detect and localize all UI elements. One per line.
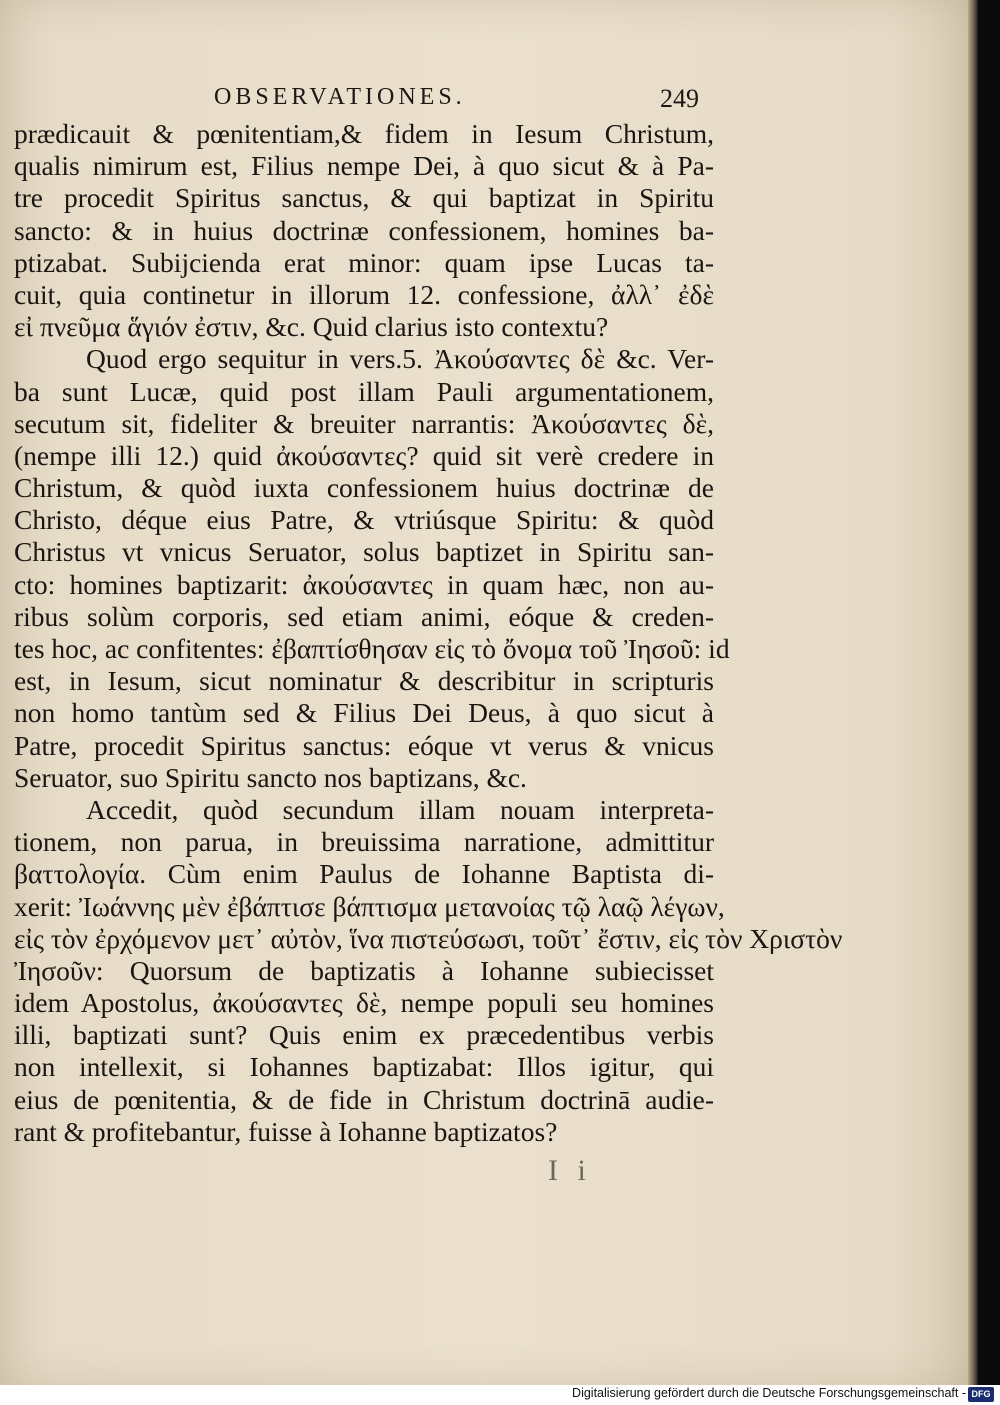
text-line: idem Apostolus, ἀκούσαντες δὲ, nempe populi seu homines — [14, 987, 714, 1019]
text-line: ptizabat. Subijcienda erat minor: quam ipse Lucas ta- — [14, 246, 714, 278]
text-line: illi, baptizati sunt? Quis enim ex præcedentibus verbis — [14, 1019, 714, 1051]
page-number: 249 — [660, 84, 699, 113]
text-line: Christus vt vnicus Seruator, solus baptizet in Spiritu san- — [14, 536, 714, 568]
text-line: qualis nimirum est, Filius nempe Dei, à quo sicut & à Pa- — [14, 150, 714, 182]
text-line: non homo tantùm sed & Filius Dei Deus, à quo sicut à — [14, 697, 714, 729]
text-line: rant & profitebantur, fuisse à Iohanne baptizatos? — [14, 1115, 558, 1147]
text-line: xerit: Ἰωάννης μὲν ἐβάπτισε βάπτισμα μετανοίας τῷ λαῷ λέγων, — [14, 890, 725, 922]
text-line: εἰ πνεῦμα ἅγιόν ἐστιν, &c. Quid clarius isto contextu? — [14, 311, 609, 343]
text-line: cto: homines baptizarit: ἀκούσαντες in quam hæc, non au- — [14, 568, 714, 600]
text-line: Seruator, suo Spiritu sancto nos baptizans, &c. — [14, 761, 527, 793]
text-line: est, in Iesum, sicut nominatur & describitur in scripturis — [14, 665, 714, 697]
text-line: tes hoc, ac confitentes: ἐβαπτίσθησαν εἰς τὸ ὄνομα τοῦ Ἰησοῦ: id — [14, 633, 730, 664]
running-head: OBSERVATIONES. — [214, 84, 466, 110]
text-line: cuit, quia continetur in illorum 12. confessione, ἀλλ᾽ ἐδὲ — [14, 278, 714, 310]
text-line: Accedit, quòd secundum illam nouam interpreta- — [86, 793, 714, 825]
funding-credit: Digitalisierung gefördert durch die Deutsche Forschungsgemeinschaft - — [572, 1386, 966, 1400]
text-line: secutum sit, fideliter & breuiter narrantis: Ἀκούσαντες δὲ, — [14, 407, 714, 439]
text-line: Ἰησοῦν: Quorsum de baptizatis à Iohanne subiecisset — [14, 954, 714, 986]
text-line: ba sunt Lucæ, quid post illam Pauli argumentationem, — [14, 375, 714, 407]
text-line: βαττολογία. Cùm enim Paulus de Iohanne Baptista di- — [14, 858, 714, 890]
text-line: (nempe illi 12.) quid ἀκούσαντες? quid sit verè credere in — [14, 439, 714, 471]
dfg-logo-icon: DFG — [968, 1387, 994, 1402]
text-line: non intellexit, si Iohannes baptizabat: Illos igitur, qui — [14, 1051, 714, 1083]
text-line: tionem, non parua, in breuissima narratione, admittitur — [14, 826, 714, 858]
signature-mark: I i — [548, 1154, 592, 1187]
text-line: Patre, procedit Spiritus sanctus: eóque vt verus & vnicus — [14, 729, 714, 761]
text-line: eius de pœnitentia, & de fide in Christum doctrinā audie- — [14, 1083, 714, 1115]
credit-bar — [0, 1385, 1000, 1405]
page-edge — [968, 0, 978, 1385]
text-line: sancto: & in huius doctrinæ confessionem, homines ba- — [14, 214, 714, 246]
text-line: Quod ergo sequitur in vers.5. Ἀκούσαντες δὲ &c. Ver- — [86, 343, 714, 375]
text-line: Christo, déque eius Patre, & vtriúsque Spiritu: & quòd — [14, 504, 714, 536]
text-line: prædicauit & pœnitentiam,& fidem in Iesum Christum, — [14, 118, 714, 149]
text-line: tre procedit Spiritus sanctus, & qui baptizat in Spiritu — [14, 182, 714, 214]
text-line: εἰς τὸν ἐρχόμενον μετ᾽ αὐτὸν, ἵνα πιστεύσωσι, τοῦτ᾽ ἔστιν, εἰς τὸν Χριστὸν — [14, 922, 843, 954]
text-line: Christum, & quòd iuxta confessionem huius doctrinæ de — [14, 472, 714, 504]
text-line: ribus solùm corporis, sed etiam animi, eóque & creden- — [14, 600, 714, 632]
main-text — [14, 118, 843, 1148]
